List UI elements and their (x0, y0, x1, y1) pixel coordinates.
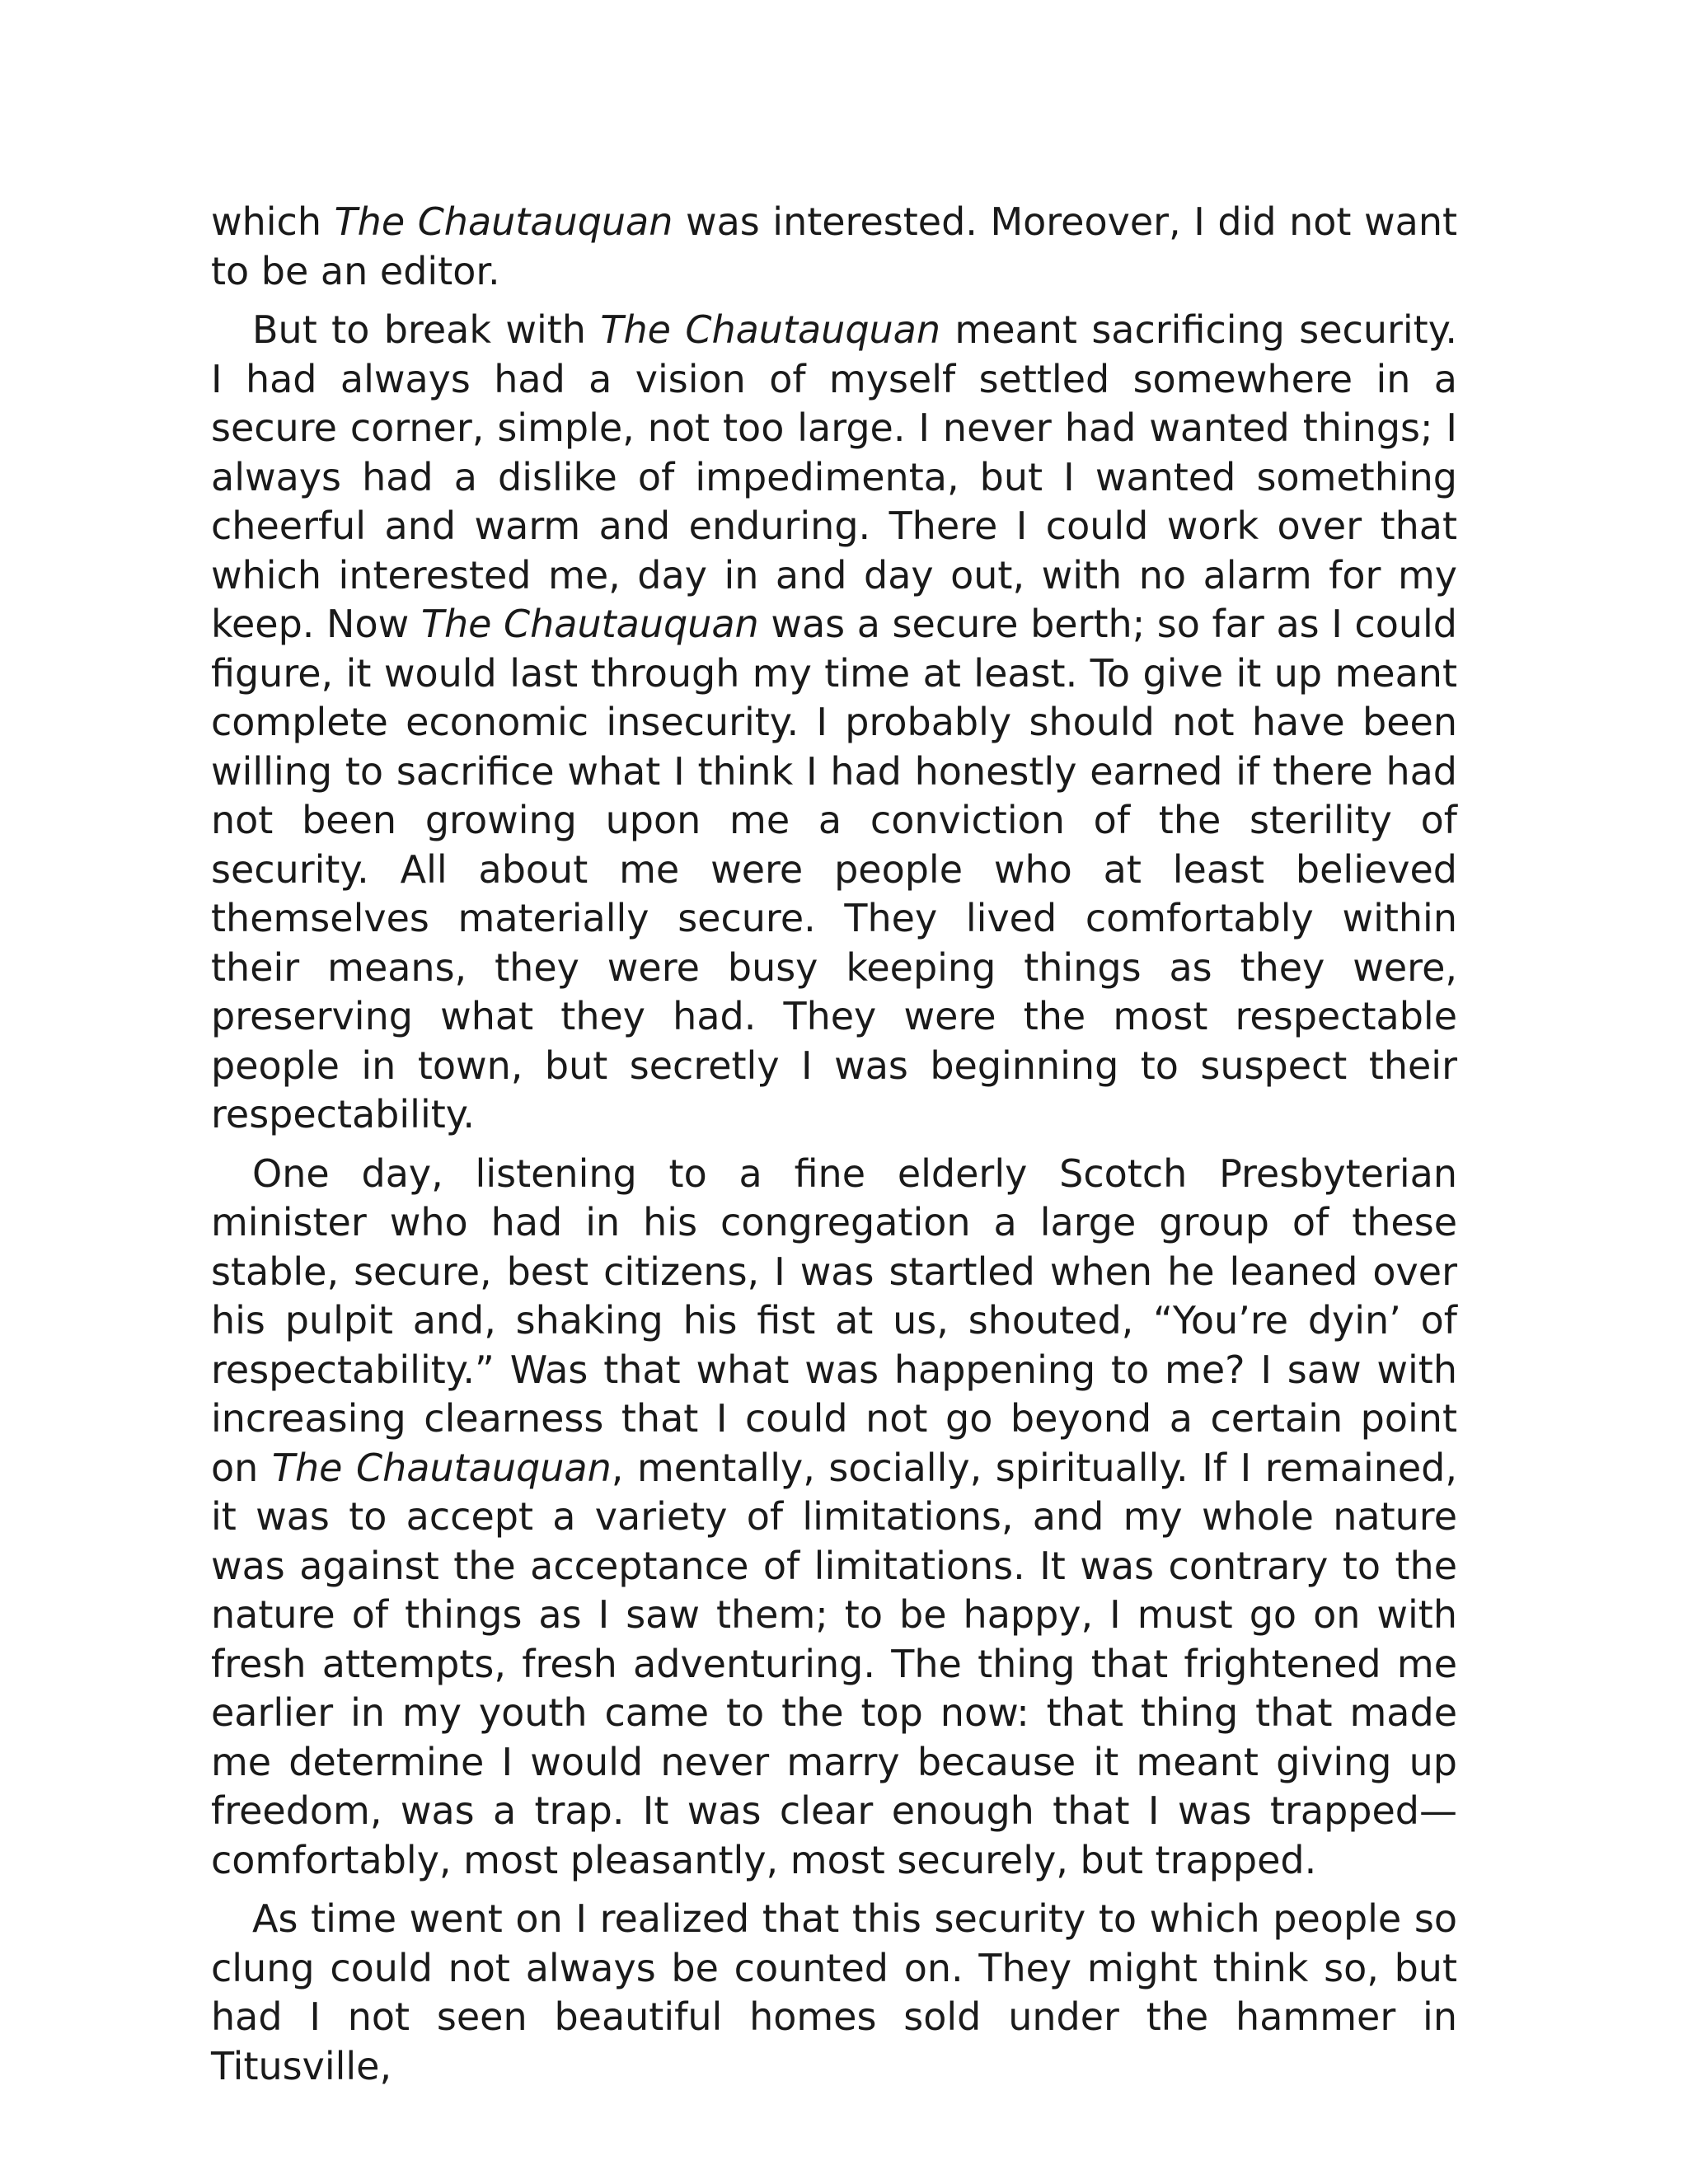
text-segment: But to break with (252, 307, 601, 352)
text-segment: One day, listening to a fine elderly Scotch Presbyterian minister who had in his congregation a large group of these stable, secure, best citizens, I was startled when he leaned over his pulpit and, shaking his fist at us, shouted, “You’re dyin’ of respectability.” Was that what was happening to me? I saw with increasing clearness that I could not go beyond a certain point on (211, 1151, 1457, 1490)
page-body (211, 198, 1457, 2101)
italic-title: The Chautauquan (334, 199, 673, 244)
text-segment: which (211, 199, 335, 244)
text-segment: , mentally, socially, spiritually. If I remained, it was to accept a variety of limitations, and my whole nature was against the acceptance of limitations. It was contrary to the nature of things as I saw them; to be happy, I must go on with fresh attempts, fresh adventuring. The thing that frightened me earlier in my youth came to the top now: that thing that made me determine I would never marry because it meant giving up freedom, was a trap. It was clear enough that I was trapped—comfortably, most pleasantly, most securely, but trapped. (211, 1445, 1457, 1882)
italic-title: The Chautauquan (271, 1445, 612, 1490)
paragraph-2 (211, 306, 1457, 1140)
paragraph-4 (211, 1895, 1457, 2091)
text-segment: was interested. Moreover, I did not want to be an editor. (211, 199, 1458, 293)
italic-title: The Chautauquan (600, 307, 941, 352)
text-segment: meant sacrificing security. I had always had a vision of myself settled somewhere in a secure corner, simple, not too large. I never had wanted things; I always had a dislike of impedimenta, but I wanted something cheerful and warm and enduring. There I could work over that which interested me, day in and day out, with no alarm for my keep. Now (211, 307, 1457, 646)
text-segment: was a secure berth; so far as I could figure, it would last through my time at least. To give it up meant complete economic insecurity. I probably should not have been willing to sacrifice what I think I had honestly earned if there had not been growing upon me a conviction of the sterility of security. All about me were people who at least believed themselves materially secure. They lived comfortably within their means, they were busy keeping things as they were, preserving what they had. They were the most respectable people in town, but secretly I was beginning to suspect their respectability. (211, 602, 1457, 1137)
paragraph-3 (211, 1150, 1457, 1886)
paragraph-1 (211, 198, 1457, 296)
text-segment: As time went on I realized that this security to which people so clung could not always be counted on. They might think so, but had I not seen beautiful homes sold under the hammer in Titusville, (211, 1896, 1457, 2088)
italic-title: The Chautauquan (420, 602, 759, 646)
